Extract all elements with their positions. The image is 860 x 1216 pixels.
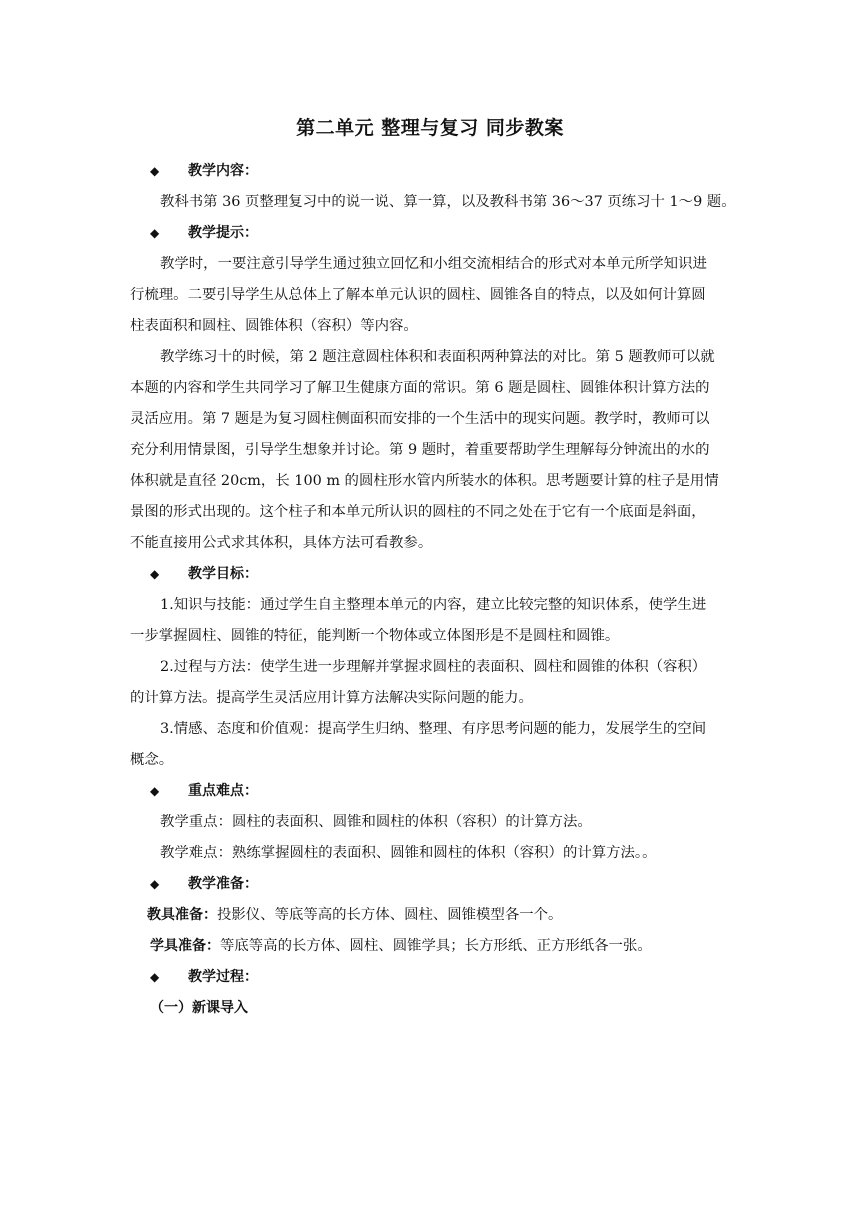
key-difficulty-text: 教学难点：熟练掌握圆柱的表面积、圆锥和圆柱的体积（容积）的计算方法。。 — [160, 845, 657, 861]
section-heading-goals — [150, 559, 730, 590]
tips-paragraph-2-line: 灵活应用。第 7 题是为复习圆柱侧面积而安排的一个生活中的现实问题。教学时，教师可以 — [130, 411, 710, 427]
tips-paragraph-1-line: 柱表面积和圆柱、圆锥体积（容积）等内容。 — [130, 318, 418, 334]
section-heading-process — [150, 962, 730, 993]
heading-label: 重点难点： — [188, 783, 258, 799]
subsection-heading-intro: （一）新课导入 — [150, 1000, 248, 1016]
document-body — [130, 156, 736, 1024]
section-heading-tips — [150, 218, 730, 249]
goal-3-line: 概念。 — [130, 752, 174, 768]
diamond-bullet-icon: ◆ — [150, 877, 160, 891]
tips-paragraph-1-line: 行梳理。二要引导学生从总体上了解本单元认识的圆柱、圆锥各自的特点，以及如何计算圆 — [130, 287, 706, 303]
diamond-bullet-icon: ◆ — [150, 164, 160, 178]
student-materials-text: 等底等高的长方体、圆柱、圆锥学具；长方形纸、正方形纸各一张。 — [220, 938, 652, 954]
tips-paragraph-1-line: 教学时，一要注意引导学生通过独立回忆和小组交流相结合的形式对本单元所学知识进 — [160, 256, 707, 272]
section-heading-key-points — [150, 776, 730, 807]
teacher-materials-label: 教具准备： — [147, 907, 217, 923]
section-heading-preparation — [150, 869, 730, 900]
tips-paragraph-2-line: 教学练习十的时候，第 2 题注意圆柱体积和表面积两种算法的对比。第 5 题教师可以就 — [160, 349, 715, 365]
tips-paragraph-2-line: 充分利用情景图，引导学生想象并讨论。第 9 题时，着重要帮助学生理解每分钟流出的水的 — [130, 442, 710, 458]
teacher-materials-text: 投影仪、等底等高的长方体、圆柱、圆锥模型各一个。 — [217, 907, 563, 923]
tips-paragraph-2-line: 不能直接用公式求其体积，具体方法可看教参。 — [130, 535, 433, 551]
content-text: 教科书第 36 页整理复习中的说一说、算一算，以及教科书第 36～37 页练习十 1～9 题。 — [160, 194, 736, 210]
student-materials-label: 学具准备： — [150, 938, 220, 954]
diamond-bullet-icon: ◆ — [150, 970, 160, 984]
goal-2-line: 2.过程与方法：使学生进一步理解并掌握求圆柱的表面积、圆柱和圆锥的体积（容积） — [160, 659, 707, 675]
section-heading-content — [150, 156, 730, 187]
goal-3-line: 3.情感、态度和价值观：提高学生归纳、整理、有序思考问题的能力，发展学生的空间 — [160, 721, 707, 737]
tips-paragraph-2-line: 本题的内容和学生共同学习了解卫生健康方面的常识。第 6 题是圆柱、圆锥体积计算方法的 — [130, 380, 710, 396]
heading-label: 教学内容： — [188, 163, 258, 179]
teacher-materials — [130, 900, 730, 931]
goal-1-line: 1.知识与技能：通过学生自主整理本单元的内容，建立比较完整的知识体系，使学生进 — [160, 597, 707, 613]
diamond-bullet-icon: ◆ — [150, 567, 160, 581]
heading-label: 教学准备： — [188, 876, 258, 892]
document-title: 第二单元 整理与复习 同步教案 — [296, 117, 564, 139]
diamond-bullet-icon: ◆ — [150, 226, 160, 240]
diamond-bullet-icon: ◆ — [150, 784, 160, 798]
key-focus-text: 教学重点：圆柱的表面积、圆锥和圆柱的体积（容积）的计算方法。 — [160, 814, 592, 830]
heading-label: 教学提示： — [188, 225, 258, 241]
student-materials — [130, 931, 730, 962]
tips-paragraph-2-line: 体积就是直径 20cm，长 100 m 的圆柱形水管内所装水的体积。思考题要计算的柱子是用情 — [130, 473, 719, 489]
tips-paragraph-2-line: 景图的形式出现的。这个柱子和本单元所认识的圆柱的不同之处在于它有一个底面是斜面， — [130, 504, 706, 520]
goal-1-line: 一步掌握圆柱、圆锥的特征，能判断一个物体或立体图形是不是圆柱和圆锥。 — [130, 628, 620, 644]
heading-label: 教学目标： — [188, 566, 258, 582]
heading-label: 教学过程： — [188, 969, 258, 985]
goal-2-line: 的计算方法。提高学生灵活应用计算方法解决实际问题的能力。 — [130, 690, 533, 706]
